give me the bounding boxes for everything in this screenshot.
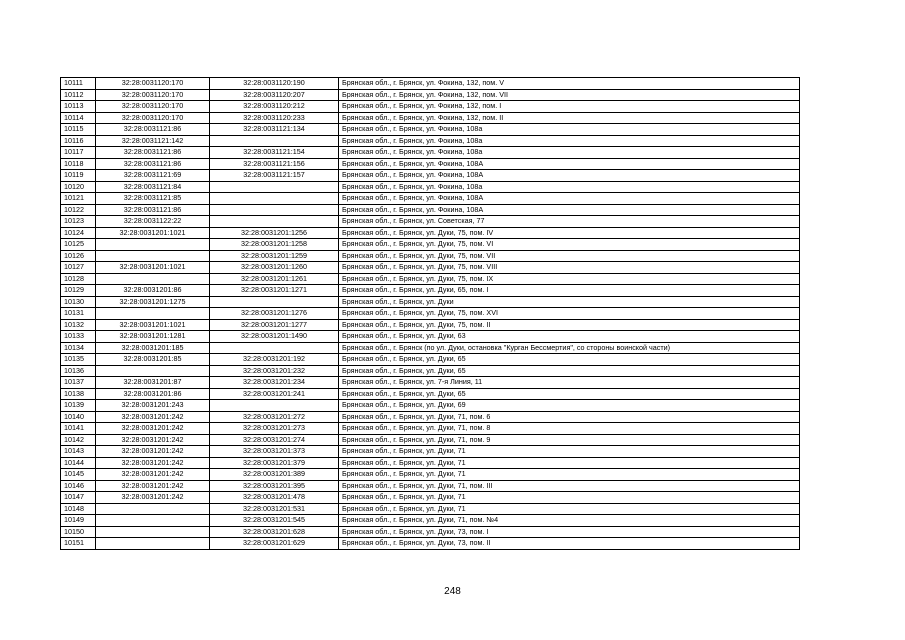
address-cell: Брянская обл., г. Брянск, ул. Дуки, 65 — [339, 365, 800, 377]
row-number-cell: 10130 — [61, 296, 96, 308]
row-number-cell: 10148 — [61, 503, 96, 515]
object-cadastral-cell: 32:28:0031120:207 — [210, 89, 339, 101]
parcel-cadastral-cell: 32:28:0031121:85 — [96, 193, 210, 205]
object-cadastral-cell — [210, 193, 339, 205]
parcel-cadastral-cell: 32:28:0031201:86 — [96, 285, 210, 297]
table-row — [61, 204, 800, 216]
table-row — [61, 342, 800, 354]
parcel-cadastral-cell — [96, 515, 210, 527]
row-number-cell: 10147 — [61, 492, 96, 504]
table-row — [61, 469, 800, 481]
address-cell: Брянская обл., г. Брянск, ул. Фокина, 108а — [339, 124, 800, 136]
parcel-cadastral-cell: 32:28:0031201:242 — [96, 411, 210, 423]
table-row — [61, 526, 800, 538]
table-row — [61, 308, 800, 320]
row-number-cell: 10142 — [61, 434, 96, 446]
row-number-cell: 10129 — [61, 285, 96, 297]
address-cell: Брянская обл., г. Брянск, ул. Дуки, 75, пом. VIII — [339, 262, 800, 274]
object-cadastral-cell — [210, 204, 339, 216]
object-cadastral-cell — [210, 296, 339, 308]
object-cadastral-cell: 32:28:0031121:154 — [210, 147, 339, 159]
object-cadastral-cell: 32:28:0031201:1256 — [210, 227, 339, 239]
table-row — [61, 354, 800, 366]
table-row — [61, 262, 800, 274]
address-cell: Брянская обл., г. Брянск, ул. Фокина, 108А — [339, 193, 800, 205]
address-cell: Брянская обл., г. Брянск, ул. Фокина, 108а — [339, 147, 800, 159]
object-cadastral-cell: 32:28:0031120:190 — [210, 78, 339, 90]
table-row — [61, 216, 800, 228]
row-number-cell: 10150 — [61, 526, 96, 538]
table-row — [61, 135, 800, 147]
address-cell: Брянская обл., г. Брянск, ул. Фокина, 108А — [339, 170, 800, 182]
row-number-cell: 10135 — [61, 354, 96, 366]
object-cadastral-cell: 32:28:0031201:1258 — [210, 239, 339, 251]
row-number-cell: 10111 — [61, 78, 96, 90]
object-cadastral-cell: 32:28:0031201:274 — [210, 434, 339, 446]
table-row — [61, 423, 800, 435]
object-cadastral-cell: 32:28:0031201:629 — [210, 538, 339, 550]
row-number-cell: 10118 — [61, 158, 96, 170]
address-cell: Брянская обл., г. Брянск, ул. Фокина, 108а — [339, 181, 800, 193]
table-row — [61, 492, 800, 504]
parcel-cadastral-cell: 32:28:0031201:242 — [96, 480, 210, 492]
row-number-cell: 10125 — [61, 239, 96, 251]
parcel-cadastral-cell: 32:28:0031121:69 — [96, 170, 210, 182]
table-row — [61, 239, 800, 251]
object-cadastral-cell: 32:28:0031201:1260 — [210, 262, 339, 274]
object-cadastral-cell: 32:28:0031201:628 — [210, 526, 339, 538]
parcel-cadastral-cell: 32:28:0031201:242 — [96, 434, 210, 446]
address-cell: Брянская обл., г. Брянск, ул. Дуки, 71 — [339, 457, 800, 469]
parcel-cadastral-cell: 32:28:0031121:86 — [96, 204, 210, 216]
address-cell: Брянская обл., г. Брянск, ул. Дуки, 71 — [339, 446, 800, 458]
table-row — [61, 331, 800, 343]
address-cell: Брянская обл., г. Брянск, ул. Дуки, 73, пом. II — [339, 538, 800, 550]
row-number-cell: 10126 — [61, 250, 96, 262]
object-cadastral-cell: 32:28:0031201:373 — [210, 446, 339, 458]
table-row — [61, 273, 800, 285]
table-row — [61, 227, 800, 239]
parcel-cadastral-cell: 32:28:0031201:1275 — [96, 296, 210, 308]
row-number-cell: 10136 — [61, 365, 96, 377]
parcel-cadastral-cell: 32:28:0031201:1021 — [96, 262, 210, 274]
row-number-cell: 10144 — [61, 457, 96, 469]
parcel-cadastral-cell: 32:28:0031201:242 — [96, 423, 210, 435]
row-number-cell: 10114 — [61, 112, 96, 124]
address-cell: Брянская обл., г. Брянск (по ул. Дуки, остановка "Курган Бессмертия", со стороны воинской части) — [339, 342, 800, 354]
row-number-cell: 10117 — [61, 147, 96, 159]
address-cell: Брянская обл., г. Брянск, ул. Дуки, 71, пом. III — [339, 480, 800, 492]
parcel-cadastral-cell: 32:28:0031201:85 — [96, 354, 210, 366]
row-number-cell: 10132 — [61, 319, 96, 331]
table-row — [61, 250, 800, 262]
address-cell: Брянская обл., г. Брянск, ул. Дуки, 75, пом. XVI — [339, 308, 800, 320]
parcel-cadastral-cell: 32:28:0031120:170 — [96, 78, 210, 90]
object-cadastral-cell: 32:28:0031201:241 — [210, 388, 339, 400]
row-number-cell: 10131 — [61, 308, 96, 320]
row-number-cell: 10121 — [61, 193, 96, 205]
address-cell: Брянская обл., г. Брянск, ул. Советская, 77 — [339, 216, 800, 228]
row-number-cell: 10119 — [61, 170, 96, 182]
row-number-cell: 10151 — [61, 538, 96, 550]
parcel-cadastral-cell — [96, 365, 210, 377]
row-number-cell: 10139 — [61, 400, 96, 412]
address-cell: Брянская обл., г. Брянск, ул. Дуки, 65 — [339, 388, 800, 400]
table-row — [61, 319, 800, 331]
row-number-cell: 10113 — [61, 101, 96, 113]
table-row — [61, 538, 800, 550]
table-row — [61, 411, 800, 423]
parcel-cadastral-cell: 32:28:0031201:1021 — [96, 227, 210, 239]
table-row — [61, 400, 800, 412]
row-number-cell: 10115 — [61, 124, 96, 136]
address-cell: Брянская обл., г. Брянск, ул. Фокина, 108а — [339, 135, 800, 147]
parcel-cadastral-cell: 32:28:0031201:87 — [96, 377, 210, 389]
row-number-cell: 10140 — [61, 411, 96, 423]
table-row — [61, 388, 800, 400]
table-row — [61, 193, 800, 205]
row-number-cell: 10143 — [61, 446, 96, 458]
registry-table — [60, 77, 800, 550]
address-cell: Брянская обл., г. Брянск, ул. Дуки — [339, 296, 800, 308]
table-row — [61, 296, 800, 308]
object-cadastral-cell: 32:28:0031121:134 — [210, 124, 339, 136]
row-number-cell: 10137 — [61, 377, 96, 389]
parcel-cadastral-cell: 32:28:0031121:86 — [96, 124, 210, 136]
parcel-cadastral-cell: 32:28:0031121:86 — [96, 158, 210, 170]
parcel-cadastral-cell: 32:28:0031201:242 — [96, 469, 210, 481]
row-number-cell: 10120 — [61, 181, 96, 193]
address-cell: Брянская обл., г. Брянск, ул. Дуки, 75, пом. VI — [339, 239, 800, 251]
table-row — [61, 377, 800, 389]
parcel-cadastral-cell: 32:28:0031121:142 — [96, 135, 210, 147]
object-cadastral-cell — [210, 181, 339, 193]
parcel-cadastral-cell: 32:28:0031201:1281 — [96, 331, 210, 343]
parcel-cadastral-cell: 32:28:0031121:84 — [96, 181, 210, 193]
object-cadastral-cell: 32:28:0031201:1490 — [210, 331, 339, 343]
object-cadastral-cell: 32:28:0031201:234 — [210, 377, 339, 389]
row-number-cell: 10122 — [61, 204, 96, 216]
object-cadastral-cell: 32:28:0031201:395 — [210, 480, 339, 492]
object-cadastral-cell: 32:28:0031201:1259 — [210, 250, 339, 262]
address-cell: Брянская обл., г. Брянск, ул. Дуки, 71 — [339, 492, 800, 504]
row-number-cell: 10138 — [61, 388, 96, 400]
table-row — [61, 503, 800, 515]
address-cell: Брянская обл., г. Брянск, ул. Дуки, 65 — [339, 354, 800, 366]
parcel-cadastral-cell: 32:28:0031122:22 — [96, 216, 210, 228]
object-cadastral-cell — [210, 400, 339, 412]
row-number-cell: 10127 — [61, 262, 96, 274]
object-cadastral-cell: 32:28:0031201:389 — [210, 469, 339, 481]
table-row — [61, 181, 800, 193]
parcel-cadastral-cell: 32:28:0031120:170 — [96, 89, 210, 101]
address-cell: Брянская обл., г. Брянск, ул. Дуки, 71, пом. 6 — [339, 411, 800, 423]
object-cadastral-cell: 32:28:0031201:545 — [210, 515, 339, 527]
address-cell: Брянская обл., г. Брянск, ул. Фокина, 132, пом. II — [339, 112, 800, 124]
object-cadastral-cell: 32:28:0031120:212 — [210, 101, 339, 113]
address-cell: Брянская обл., г. Брянск, ул. Дуки, 71 — [339, 503, 800, 515]
row-number-cell: 10134 — [61, 342, 96, 354]
table-row — [61, 158, 800, 170]
parcel-cadastral-cell: 32:28:0031201:86 — [96, 388, 210, 400]
address-cell: Брянская обл., г. Брянск, ул. Дуки, 71 — [339, 469, 800, 481]
row-number-cell: 10149 — [61, 515, 96, 527]
object-cadastral-cell: 32:28:0031201:379 — [210, 457, 339, 469]
object-cadastral-cell: 32:28:0031201:272 — [210, 411, 339, 423]
parcel-cadastral-cell — [96, 526, 210, 538]
table-row — [61, 124, 800, 136]
parcel-cadastral-cell — [96, 503, 210, 515]
address-cell: Брянская обл., г. Брянск, ул. Фокина, 132, пом. VII — [339, 89, 800, 101]
table-row — [61, 365, 800, 377]
registry-table-body — [61, 78, 800, 550]
row-number-cell: 10128 — [61, 273, 96, 285]
address-cell: Брянская обл., г. Брянск, ул. Дуки, 63 — [339, 331, 800, 343]
parcel-cadastral-cell: 32:28:0031201:242 — [96, 492, 210, 504]
table-row — [61, 101, 800, 113]
table-row — [61, 112, 800, 124]
row-number-cell: 10133 — [61, 331, 96, 343]
table-row — [61, 515, 800, 527]
row-number-cell: 10123 — [61, 216, 96, 228]
address-cell: Брянская обл., г. Брянск, ул. Фокина, 108А — [339, 158, 800, 170]
object-cadastral-cell: 32:28:0031201:1277 — [210, 319, 339, 331]
object-cadastral-cell: 32:28:0031201:1276 — [210, 308, 339, 320]
object-cadastral-cell: 32:28:0031201:232 — [210, 365, 339, 377]
object-cadastral-cell: 32:28:0031121:156 — [210, 158, 339, 170]
address-cell: Брянская обл., г. Брянск, ул. Фокина, 108А — [339, 204, 800, 216]
object-cadastral-cell — [210, 216, 339, 228]
parcel-cadastral-cell: 32:28:0031201:185 — [96, 342, 210, 354]
table-row — [61, 480, 800, 492]
table-row — [61, 285, 800, 297]
address-cell: Брянская обл., г. Брянск, ул. 7-я Линия, 11 — [339, 377, 800, 389]
address-cell: Брянская обл., г. Брянск, ул. Дуки, 71, пом. №4 — [339, 515, 800, 527]
parcel-cadastral-cell: 32:28:0031201:1021 — [96, 319, 210, 331]
row-number-cell: 10146 — [61, 480, 96, 492]
parcel-cadastral-cell: 32:28:0031201:243 — [96, 400, 210, 412]
object-cadastral-cell: 32:28:0031201:478 — [210, 492, 339, 504]
row-number-cell: 10145 — [61, 469, 96, 481]
row-number-cell: 10124 — [61, 227, 96, 239]
page-number: 248 — [444, 586, 461, 597]
table-row — [61, 457, 800, 469]
address-cell: Брянская обл., г. Брянск, ул. Дуки, 69 — [339, 400, 800, 412]
parcel-cadastral-cell: 32:28:0031120:170 — [96, 101, 210, 113]
address-cell: Брянская обл., г. Брянск, ул. Дуки, 65, пом. I — [339, 285, 800, 297]
row-number-cell: 10112 — [61, 89, 96, 101]
parcel-cadastral-cell: 32:28:0031201:242 — [96, 457, 210, 469]
object-cadastral-cell: 32:28:0031201:1261 — [210, 273, 339, 285]
table-row — [61, 446, 800, 458]
row-number-cell: 10116 — [61, 135, 96, 147]
parcel-cadastral-cell — [96, 250, 210, 262]
table-row — [61, 78, 800, 90]
address-cell: Брянская обл., г. Брянск, ул. Фокина, 132, пом. V — [339, 78, 800, 90]
parcel-cadastral-cell — [96, 308, 210, 320]
parcel-cadastral-cell: 32:28:0031201:242 — [96, 446, 210, 458]
table-row — [61, 434, 800, 446]
object-cadastral-cell: 32:28:0031201:192 — [210, 354, 339, 366]
table-row — [61, 89, 800, 101]
parcel-cadastral-cell — [96, 538, 210, 550]
table-row — [61, 170, 800, 182]
address-cell: Брянская обл., г. Брянск, ул. Дуки, 75, пом. IX — [339, 273, 800, 285]
object-cadastral-cell: 32:28:0031121:157 — [210, 170, 339, 182]
address-cell: Брянская обл., г. Брянск, ул. Дуки, 71, пом. 9 — [339, 434, 800, 446]
address-cell: Брянская обл., г. Брянск, ул. Дуки, 75, пом. II — [339, 319, 800, 331]
object-cadastral-cell: 32:28:0031201:531 — [210, 503, 339, 515]
parcel-cadastral-cell: 32:28:0031121:86 — [96, 147, 210, 159]
address-cell: Брянская обл., г. Брянск, ул. Дуки, 75, пом. IV — [339, 227, 800, 239]
table-row — [61, 147, 800, 159]
address-cell: Брянская обл., г. Брянск, ул. Дуки, 71, пом. 8 — [339, 423, 800, 435]
parcel-cadastral-cell — [96, 239, 210, 251]
object-cadastral-cell — [210, 342, 339, 354]
parcel-cadastral-cell — [96, 273, 210, 285]
address-cell: Брянская обл., г. Брянск, ул. Дуки, 73, пом. I — [339, 526, 800, 538]
parcel-cadastral-cell: 32:28:0031120:170 — [96, 112, 210, 124]
address-cell: Брянская обл., г. Брянск, ул. Фокина, 132, пом. I — [339, 101, 800, 113]
address-cell: Брянская обл., г. Брянск, ул. Дуки, 75, пом. VII — [339, 250, 800, 262]
object-cadastral-cell: 32:28:0031201:1271 — [210, 285, 339, 297]
row-number-cell: 10141 — [61, 423, 96, 435]
object-cadastral-cell: 32:28:0031120:233 — [210, 112, 339, 124]
object-cadastral-cell — [210, 135, 339, 147]
object-cadastral-cell: 32:28:0031201:273 — [210, 423, 339, 435]
